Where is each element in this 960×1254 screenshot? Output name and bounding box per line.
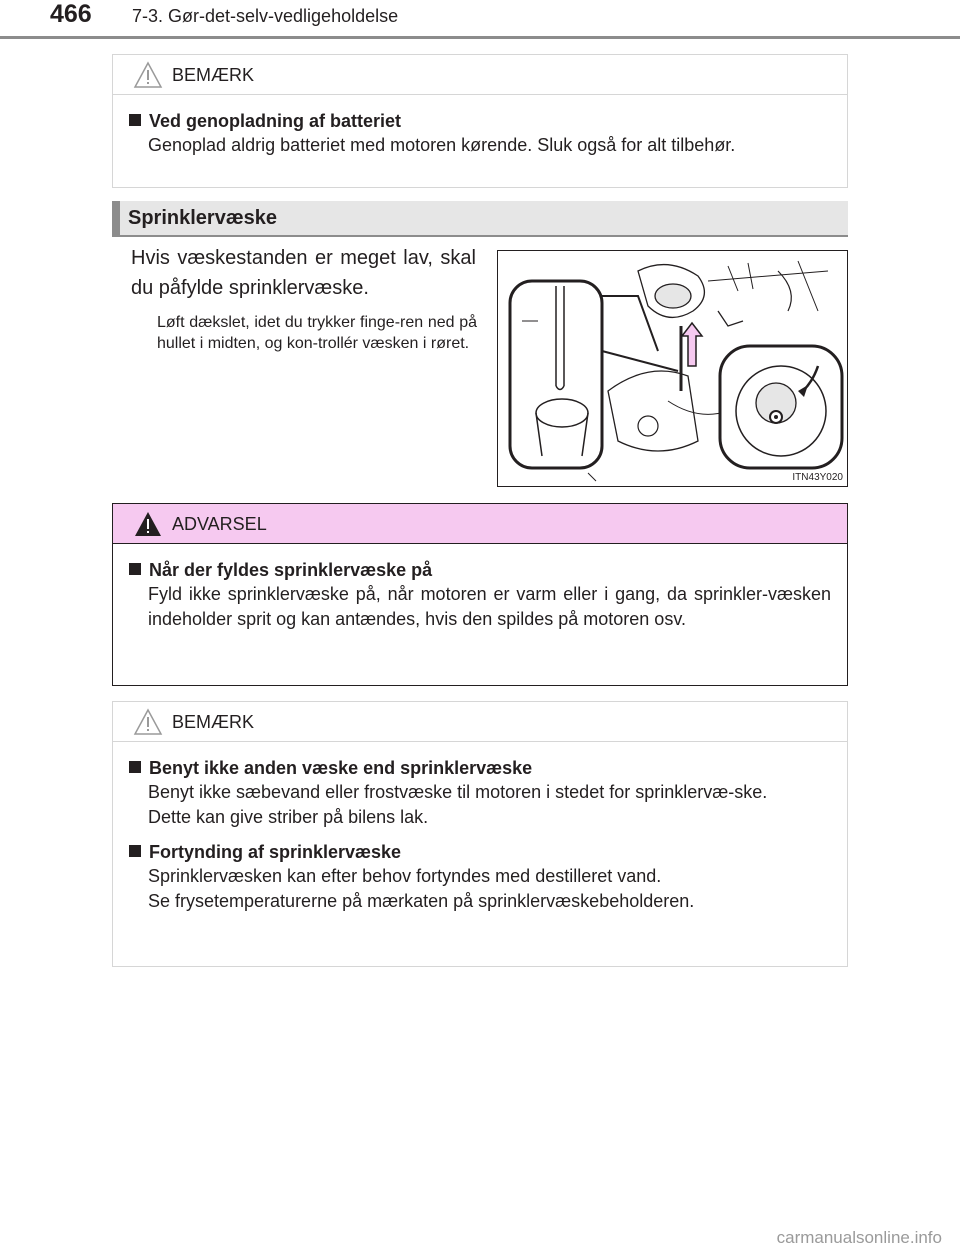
chapter-title: 7-3. Gør-det-selv-vedligeholdelse: [132, 6, 399, 26]
note-item-text: Benyt ikke sæbevand eller frostvæske til motoren i stedet for sprinklervæ-ske.: [148, 782, 768, 802]
note-item: [129, 109, 831, 158]
note-body: [113, 742, 847, 928]
note-item: [129, 840, 831, 914]
note-box-header: [113, 55, 847, 95]
header-divider: [0, 36, 960, 39]
washer-reservoir-drawing: [498, 251, 847, 486]
page-number: 466: [50, 0, 92, 28]
caution-triangle-icon: [133, 61, 163, 89]
warning-item-heading: Når der fyldes sprinklervæske på: [129, 558, 831, 582]
warning-body: [113, 544, 847, 646]
washer-fluid-illustration: [497, 250, 848, 487]
note-item-text: Se frysetemperaturerne på mærkaten på sprinklervæskebeholderen.: [148, 891, 695, 911]
page-header: [0, 0, 960, 40]
note-item-heading: Ved genopladning af batteriet: [129, 109, 831, 133]
note-item-heading: Fortynding af sprinklervæske: [129, 840, 831, 864]
note-title: BEMÆRK: [172, 65, 255, 85]
note-body: [113, 95, 847, 172]
square-bullet-icon: [129, 845, 141, 857]
note-box-battery: [112, 54, 848, 188]
note-item-heading: Benyt ikke anden væske end sprinklervæske: [129, 756, 831, 780]
note-box-header: [113, 702, 847, 742]
warning-box-header: [113, 504, 847, 544]
note-item-text: Sprinklervæsken kan efter behov fortyndes med destilleret vand.: [148, 866, 662, 886]
illustration-code: ITN43Y020: [792, 472, 843, 483]
warning-triangle-icon: [133, 510, 163, 538]
warning-item: [129, 558, 831, 632]
warning-item-text: Fyld ikke sprinklervæske på, når motoren er varm eller i gang, da sprinkler-væsken indeholder sprit og kan antændes, hvis den spildes på motoren osv.: [148, 584, 831, 629]
watermark: carmanualsonline.info: [776, 1228, 942, 1247]
square-bullet-icon: [129, 114, 141, 126]
square-bullet-icon: [129, 563, 141, 575]
caution-triangle-icon: [133, 708, 163, 736]
note-title: BEMÆRK: [172, 712, 255, 732]
section-intro: Hvis væskestanden er meget lav, skal du påfylde sprinklervæske.: [131, 247, 476, 299]
warning-title: ADVARSEL: [172, 514, 267, 534]
section-heading-bar: [112, 201, 848, 237]
note-item-text: Genoplad aldrig batteriet med motoren kørende. Sluk også for alt tilbehør.: [148, 135, 736, 155]
note-box-washer: [112, 701, 848, 967]
note-item: [129, 756, 831, 830]
warning-box: [112, 503, 848, 686]
section-title: Sprinklervæske: [128, 207, 277, 229]
square-bullet-icon: [129, 761, 141, 773]
section-step-text: Løft dækslet, idet du trykker finge-ren ned på hullet i midten, og kon-trollér væsken i røret.: [157, 314, 477, 352]
note-item-text: Dette kan give striber på bilens lak.: [148, 807, 429, 827]
